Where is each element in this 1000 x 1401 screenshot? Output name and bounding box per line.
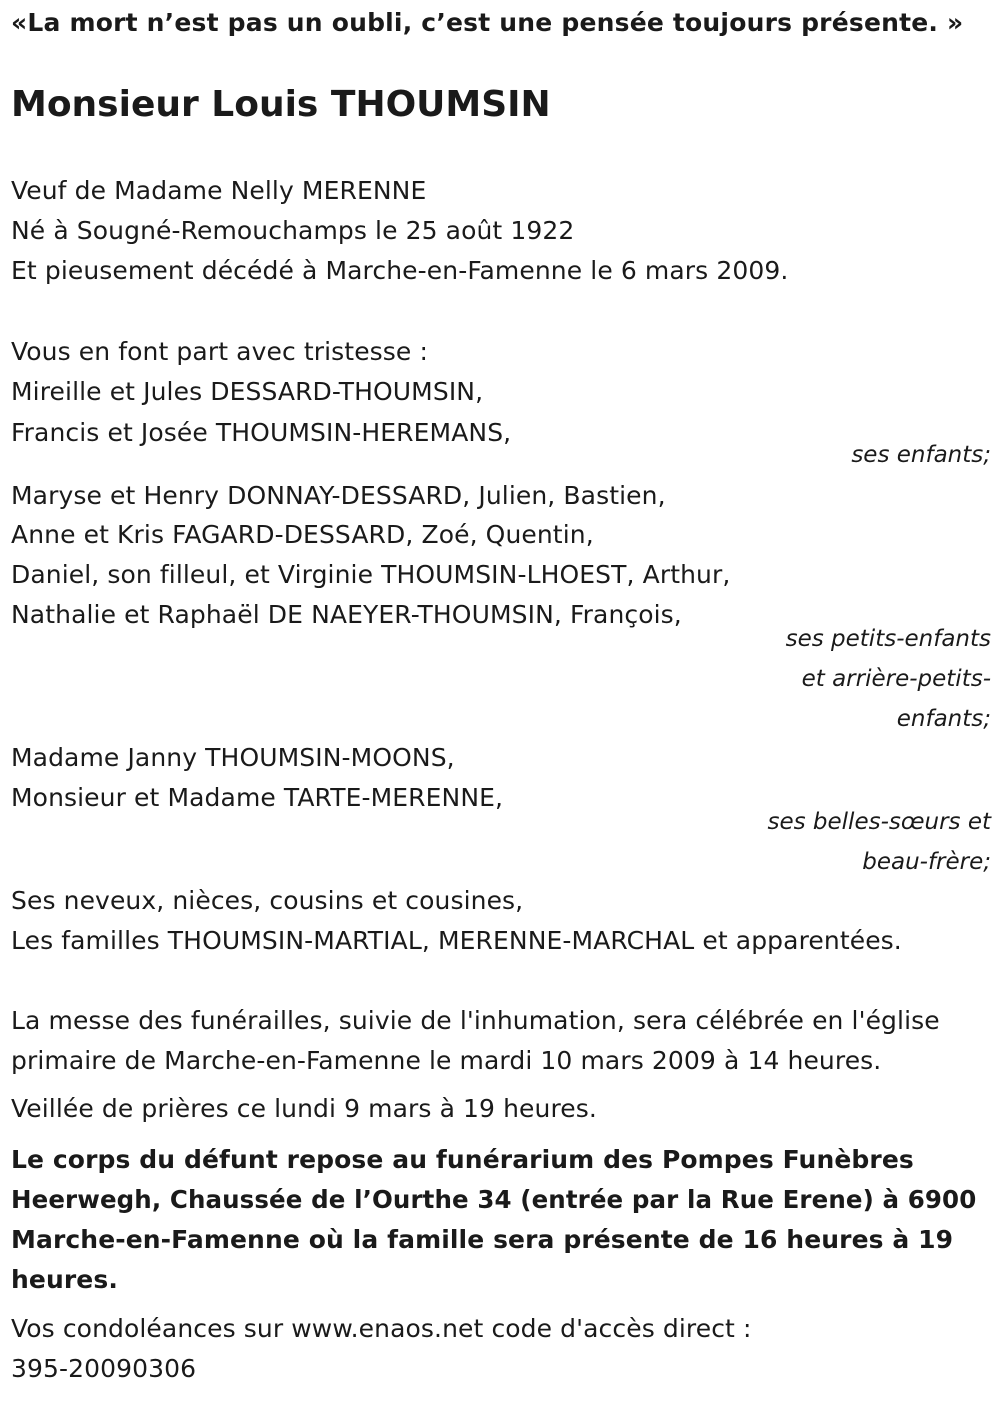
repose-line: Heerwegh, Chaussée de l’Ourthe 34 (entrée par la Rue Erene) à 6900: [11, 1185, 977, 1214]
death-line: Et pieusement décédé à Marche-en-Famenne le 6 mars 2009.: [11, 256, 789, 285]
birth-line: Né à Sougné-Remouchamps le 25 août 1922: [11, 216, 575, 245]
grandchildren-role: et arrière-petits-: [801, 666, 991, 692]
funeral-line: primaire de Marche-en-Famenne le mardi 10 mars 2009 à 14 heures.: [11, 1046, 882, 1075]
announcement-line: Vous en font part avec tristesse :: [11, 337, 428, 366]
families-line: Les familles THOUMSIN-MARTIAL, MERENNE-MARCHAL et apparentées.: [11, 926, 902, 955]
repose-line: Marche-en-Famenne où la famille sera présente de 16 heures à 19: [11, 1225, 954, 1254]
grandchild-line: Nathalie et Raphaël DE NAEYER-THOUMSIN, François,: [11, 600, 682, 629]
access-code: 395-20090306: [11, 1354, 197, 1383]
vigil-line: Veillée de prières ce lundi 9 mars à 19 heures.: [11, 1094, 597, 1123]
relatives-line: Ses neveux, nièces, cousins et cousines,: [11, 886, 524, 915]
grandchild-line: Maryse et Henry DONNAY-DESSARD, Julien, Bastien,: [11, 481, 666, 510]
death-notice: [11, 0, 991, 1401]
grandchildren-role: ses petits-enfants: [785, 626, 991, 652]
children-role: ses enfants;: [851, 442, 991, 468]
child-line: Mireille et Jules DESSARD-THOUMSIN,: [11, 377, 484, 406]
funeral-line: La messe des funérailles, suivie de l'inhumation, sera célébrée en l'église: [11, 1006, 940, 1035]
grandchild-line: Anne et Kris FAGARD-DESSARD, Zoé, Quentin,: [11, 520, 594, 549]
repose-line: Le corps du défunt repose au funérarium des Pompes Funèbres: [11, 1145, 914, 1174]
deceased-name: Monsieur Louis THOUMSIN: [11, 84, 551, 125]
condolences-line: Vos condoléances sur www.enaos.net code d'accès direct :: [11, 1314, 752, 1343]
inlaws-role: beau-frère;: [862, 849, 991, 875]
child-line: Francis et Josée THOUMSIN-HEREMANS,: [11, 418, 512, 447]
inlaw-line: Monsieur et Madame TARTE-MERENNE,: [11, 783, 504, 812]
inlaws-role: ses belles-sœurs et: [767, 809, 991, 835]
inlaw-line: Madame Janny THOUMSIN-MOONS,: [11, 743, 455, 772]
grandchild-line: Daniel, son filleul, et Virginie THOUMSIN-LHOEST, Arthur,: [11, 560, 731, 589]
epitaph-quote: «La mort n’est pas un oubli, c’est une pensée toujours présente. »: [11, 8, 964, 37]
repose-line: heures.: [11, 1265, 118, 1294]
grandchildren-role: enfants;: [896, 706, 991, 732]
widower-line: Veuf de Madame Nelly MERENNE: [11, 176, 427, 205]
